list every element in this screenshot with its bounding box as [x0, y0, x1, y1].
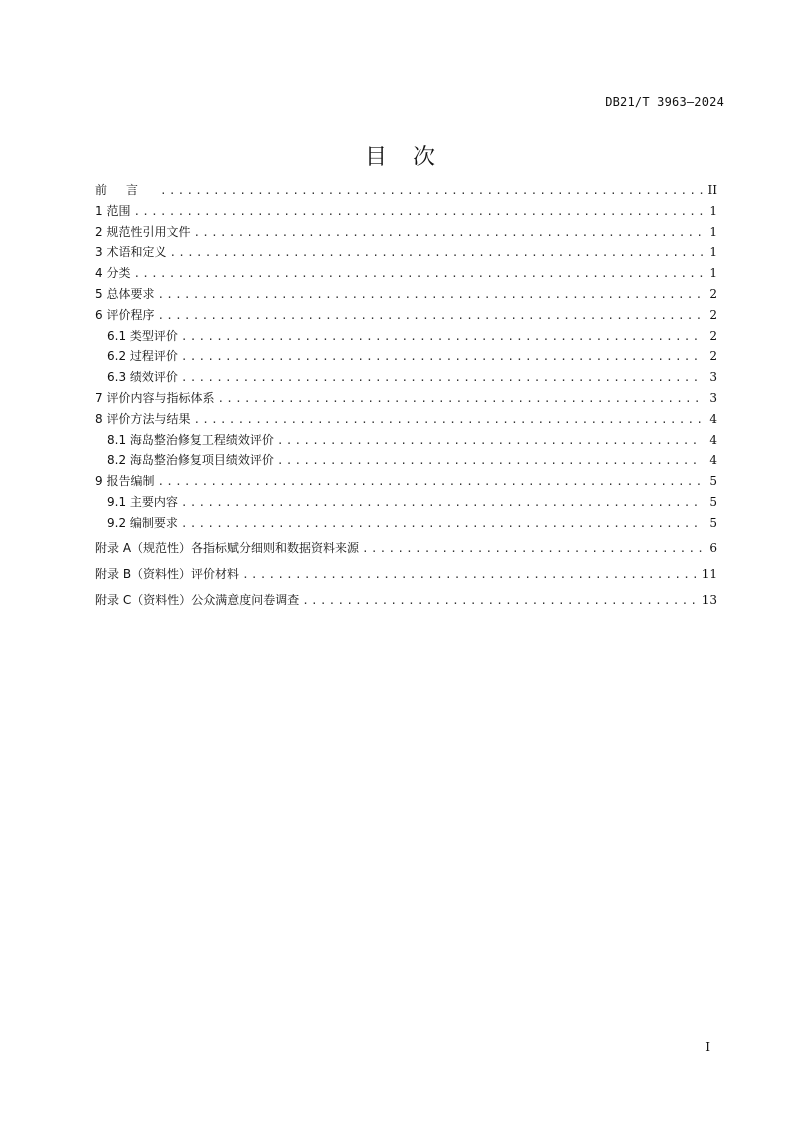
- toc-entry-page: 11: [701, 566, 717, 581]
- toc-dot-leader: [181, 327, 703, 348]
- toc-entry-label: 9 报告编制: [95, 474, 155, 489]
- toc-dot-leader: [302, 588, 698, 614]
- toc-entry[interactable]: [95, 492, 717, 513]
- toc-entry-label: 6.2 过程评价: [107, 349, 178, 364]
- toc-entry-page: 4: [709, 432, 717, 447]
- toc-entry-label: 8.1 海岛整治修复工程绩效评价: [107, 432, 274, 447]
- toc-entry-label: 6.1 类型评价: [107, 328, 178, 343]
- toc-entry[interactable]: [95, 513, 717, 534]
- toc-entry[interactable]: [95, 471, 717, 492]
- toc-entry-page: 1: [709, 245, 717, 260]
- toc-entry[interactable]: [95, 561, 717, 587]
- toc-entry[interactable]: [95, 388, 717, 409]
- toc-entry[interactable]: [95, 430, 717, 451]
- toc-entry-label: 5 总体要求: [95, 286, 155, 301]
- toc-dot-leader: [217, 389, 703, 410]
- toc-entry-page: 2: [709, 307, 717, 322]
- toc-entry-label: 1 范围: [95, 203, 131, 218]
- toc-entry[interactable]: [95, 326, 717, 347]
- toc-dot-leader: [160, 181, 703, 202]
- toc-entry[interactable]: [95, 201, 717, 222]
- toc-dot-leader: [169, 243, 703, 264]
- toc-dot-leader: [181, 347, 703, 368]
- toc-entry[interactable]: [95, 180, 717, 201]
- toc-entry[interactable]: [95, 535, 717, 561]
- toc-entry[interactable]: [95, 367, 717, 388]
- toc-entry-label: 2 规范性引用文件: [95, 224, 191, 239]
- toc-entry[interactable]: [95, 587, 717, 613]
- toc-entry-label: 附录 B（资料性）评价材料: [95, 566, 240, 581]
- toc-dot-leader: [133, 264, 703, 285]
- table-of-contents: [95, 180, 717, 613]
- toc-dot-leader: [277, 451, 703, 472]
- page-number: I: [705, 1040, 710, 1054]
- toc-entry[interactable]: [95, 409, 717, 430]
- toc-entry-page: 2: [709, 349, 717, 364]
- toc-entry-label: 6.3 绩效评价: [107, 370, 178, 385]
- toc-dot-leader: [181, 368, 703, 389]
- toc-entry-label: 6 评价程序: [95, 307, 155, 322]
- toc-entry-label: 附录 C（资料性）公众满意度问卷调查: [95, 593, 300, 608]
- toc-entry-label: 9.2 编制要求: [107, 515, 178, 530]
- toc-entry-page: 1: [709, 266, 717, 281]
- toc-entry-label: 8 评价方法与结果: [95, 411, 191, 426]
- toc-entry-page: 5: [709, 494, 717, 509]
- toc-entry-label: 附录 A（规范性）各指标赋分细则和数据资料来源: [95, 540, 360, 555]
- toc-entry[interactable]: [95, 242, 717, 263]
- toc-entry-page: 1: [709, 203, 717, 218]
- toc-entry-label: 7 评价内容与指标体系: [95, 390, 215, 405]
- toc-entry-page: 4: [709, 411, 717, 426]
- toc-entry-page: 5: [709, 515, 717, 530]
- document-code: DB21/T 3963—2024: [605, 95, 724, 109]
- toc-entry-page: 3: [709, 390, 717, 405]
- toc-entry-label: 9.1 主要内容: [107, 494, 178, 509]
- toc-dot-leader: [181, 493, 703, 514]
- toc-entry-label: 前言: [95, 183, 158, 197]
- toc-dot-leader: [157, 472, 703, 493]
- toc-entry[interactable]: [95, 222, 717, 243]
- toc-entry-page: 6: [709, 540, 717, 555]
- toc-entry-page: 3: [709, 370, 717, 385]
- toc-entry-page: II: [707, 183, 717, 197]
- toc-dot-leader: [242, 562, 698, 588]
- toc-entry[interactable]: [95, 450, 717, 471]
- toc-entry-page: 2: [709, 286, 717, 301]
- toc-entry-page: 1: [709, 224, 717, 239]
- toc-entry-page: 5: [709, 474, 717, 489]
- toc-entry-label: 4 分类: [95, 266, 131, 281]
- page-title: 目次: [364, 145, 461, 170]
- toc-dot-leader: [133, 202, 703, 223]
- toc-dot-leader: [157, 285, 703, 306]
- toc-dot-leader: [193, 410, 703, 431]
- toc-dot-leader: [277, 431, 703, 452]
- toc-entry[interactable]: [95, 284, 717, 305]
- toc-dot-leader: [362, 536, 703, 562]
- toc-entry-label: 3 术语和定义: [95, 245, 167, 260]
- toc-dot-leader: [181, 514, 703, 535]
- toc-entry[interactable]: [95, 346, 717, 367]
- toc-entry[interactable]: [95, 305, 717, 326]
- toc-dot-leader: [193, 223, 703, 244]
- toc-entry[interactable]: [95, 263, 717, 284]
- toc-dot-leader: [157, 306, 703, 327]
- toc-entry-page: 4: [709, 453, 717, 468]
- toc-entry-page: 13: [701, 593, 717, 608]
- toc-entry-label: 8.2 海岛整治修复项目绩效评价: [107, 453, 274, 468]
- toc-entry-page: 2: [709, 328, 717, 343]
